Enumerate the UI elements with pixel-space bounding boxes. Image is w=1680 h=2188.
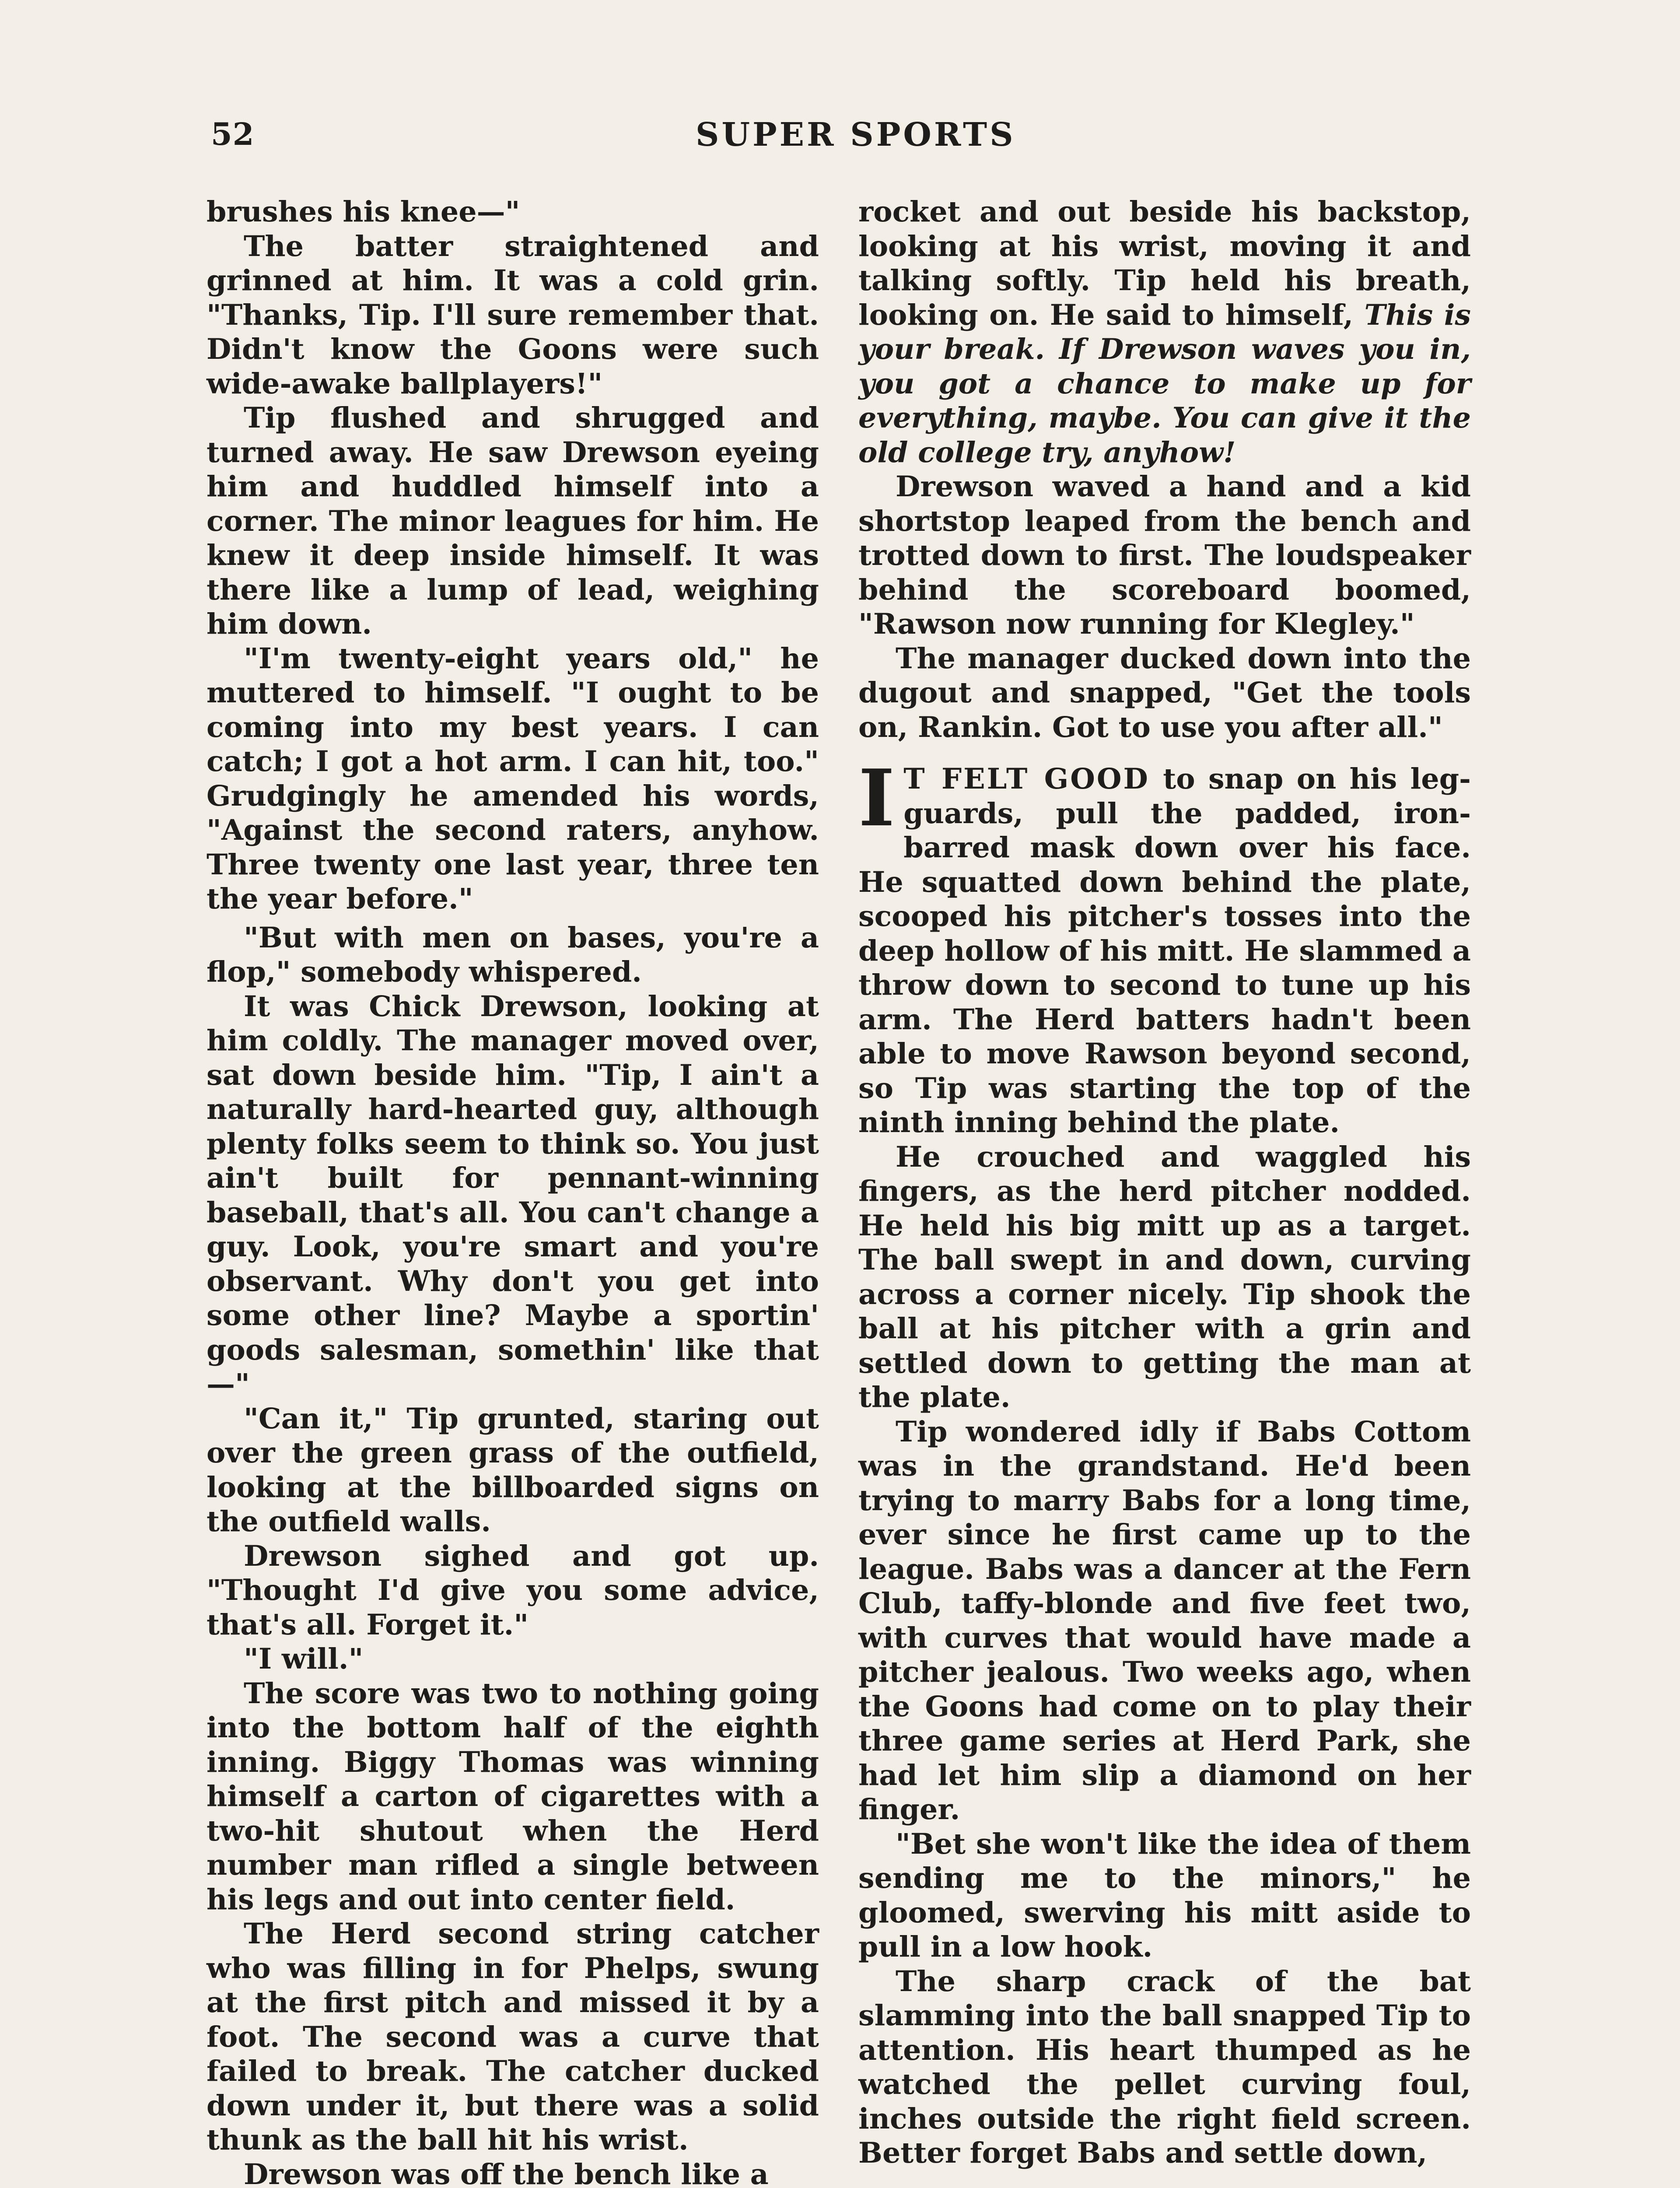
paragraph: Tip flushed and shrugged and turned away. He saw Drewson eyeing him and huddled himself into a corner. The minor leagues for him. He knew it deep inside himself. It was there like a lump of lead, weighing him down. [206,401,819,641]
paragraph: Drewson sighed and got up. "Thought I'd give you some advice, that's all. Forget it." [206,1539,819,1641]
section-lead-in: T FELT GOOD [903,762,1150,796]
paragraph: "I'm twenty-eight years old," he muttered to himself. "I ought to be coming into my best years. I can catch; I got a hot arm. I can hit, too." Grudgingly he amended his words, "Against the second raters, anyhow. Three twenty one last year, three ten the year before." [206,642,819,915]
paragraph: It was Chick Drewson, looking at him coldly. The manager moved over, sat down beside him. "Tip, I ain't a naturally hard-hearted guy, although plenty folks seem to think so. You just ain't built for pennant-winning baseball, that's all. You can't change a guy. Look, you're smart and you're observant. Why don't you get into some other line? Maybe a sportin' goods salesman, somethin' like that—" [206,989,819,1401]
running-title: SUPER SPORTS [696,116,1016,154]
paragraph: The score was two to nothing going into the bottom half of the eighth inning. Biggy Thomas was winning himself a carton of cigarettes with a two-hit shutout when the Herd number man rifled a single between his legs and out into center field. [206,1676,819,1916]
paragraph [858,195,1471,470]
left-column [206,195,819,2188]
paragraph: "Bet she won't like the idea of them sending me to the minors," he gloomed, swerving his mitt aside to pull in a low hook. [858,1827,1471,1964]
paragraph: The Herd second string catcher who was filling in for Phelps, swung at the first pitch and missed it by a foot. The second was a curve that failed to break. The catcher ducked down under it, but there was a solid thunk as the ball hit his wrist. [206,1917,819,2156]
paragraph: brushes his knee—" [206,195,520,228]
paragraph: "But with men on bases, you're a flop," somebody whispered. [206,921,819,989]
paragraph: "Can it," Tip grunted, staring out over the green grass of the outfield, looking at the billboarded signs on the outfield walls. [206,1402,819,1538]
section-opening-paragraph [858,752,1471,1140]
right-column [858,195,1471,2170]
paragraph: The batter straightened and grinned at him. It was a cold grin. "Thanks, Tip. I'll sure remember that. Didn't know the Goons were such wide-awake ballplayers!" [206,229,819,400]
paragraph: The sharp crack of the bat slamming into the ball snapped Tip to attention. His heart thumped as he watched the pellet curving foul, inches outside the right field screen. Better forget Babs and settle down, [858,1964,1471,2170]
paragraph: "I will." [244,1642,364,1676]
paragraph: He crouched and waggled his fingers, as the herd pitcher nodded. He held his big mitt up as a target. The ball swept in and down, curving across a corner nicely. Tip shook the ball at his pitcher with a grin and settled down to getting the man at the plate. [858,1140,1471,1414]
paragraph: Drewson was off the bench like a [244,2157,769,2188]
italic-thought: This is your break. If Drewson waves you in, you got a chance to make up for everything, maybe. You can give it the old college try, anyhow! [858,298,1471,469]
paragraph: Tip wondered idly if Babs Cottom was in the grandstand. He'd been trying to marry Babs for a long time, ever since he first came up to the league. Babs was a dancer at the Fern Club, taffy-blonde and five feet two, with curves that would have made a pitcher jealous. Two weeks ago, when the Goons had come on to play their three game series at Herd Park, she had let him slip a diamond on her finger. [858,1415,1471,1826]
page-number: 52 [211,116,255,152]
paragraph-text: to snap on his leg-guards, pull the padded, iron-barred mask down over his face. He squatted down behind the plate, scooped his pitcher's tosses into the deep hollow of his mitt. He slammed a throw down to second to tune up his arm. The Herd batters hadn't been able to move Rawson beyond second, so Tip was starting the top of the ninth inning behind the plate. [858,762,1471,1139]
paragraph: Drewson waved a hand and a kid shortstop leaped from the bench and trotted down to first. The loudspeaker behind the scoreboard boomed, "Rawson now running for Klegley." [858,470,1471,641]
drop-cap: I [858,752,895,844]
paragraph: The manager ducked down into the dugout and snapped, "Get the tools on, Rankin. Got to use you after all." [858,642,1471,744]
paragraph-text: rocket and out beside his backstop, looking at his wrist, moving it and talking softly. Tip held his breath, looking on. He said to himself, [858,195,1471,332]
